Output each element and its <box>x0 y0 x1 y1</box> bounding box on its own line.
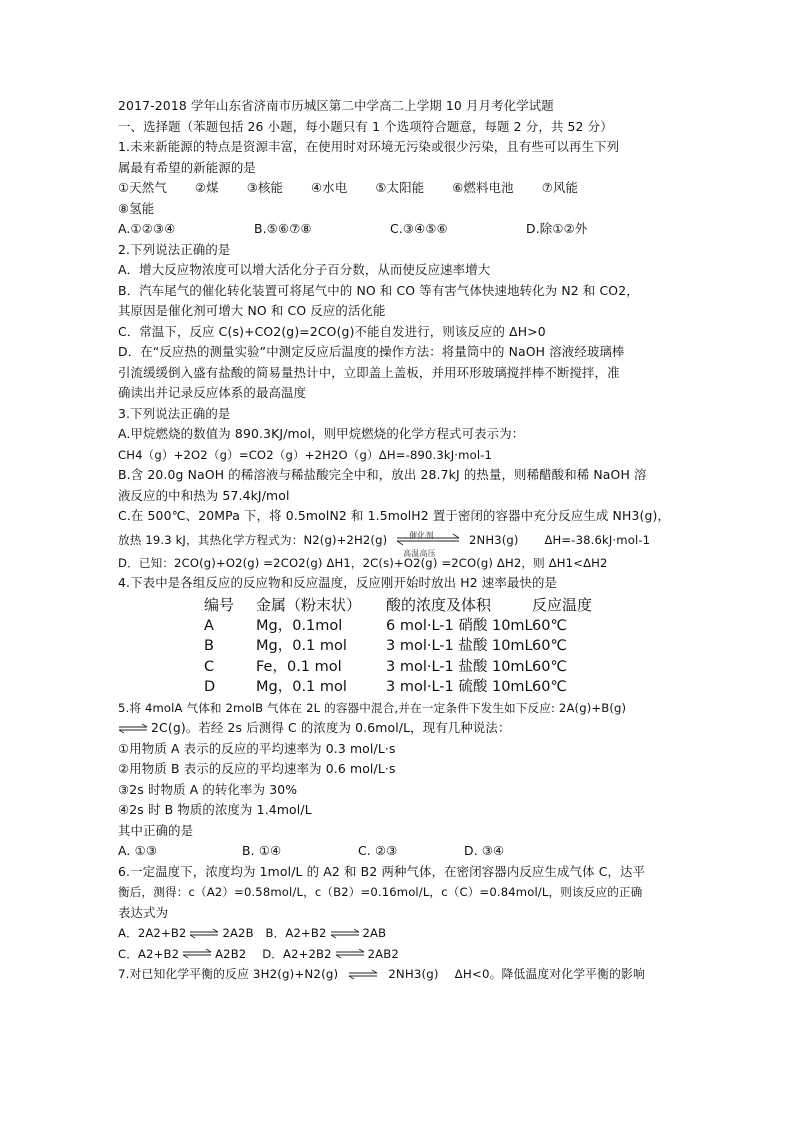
table-row <box>204 677 678 698</box>
q4-stem: 4.下表中是各组反应的反应物和反应温度，反应刚开始时放出 H2 速率最快的是 <box>118 575 558 590</box>
table-cell: Fe，0.1 mol <box>256 658 342 675</box>
q2-option-d-line1: D．在“反应热的测量实验”中测定反应后温度的操作方法：将量筒中的 NaOH 溶液经玻璃棒 <box>118 344 625 359</box>
exam-title: 2017-2018 学年山东省济南市历城区第二中学高二上学期 10 月月考化学试题 <box>118 98 554 113</box>
q2-stem: 2.下列说法正确的是 <box>118 241 231 257</box>
q1-stem-line1: 1.未来新能源的特点是资源丰富，在使用时对环境无污染或很少污染，且有些可以再生下列 <box>118 139 620 154</box>
q1-source: ④水电 <box>311 180 348 195</box>
q4-table <box>204 594 678 698</box>
q1-source: ⑤太阳能 <box>375 180 425 195</box>
q1-source: ①天然气 <box>118 180 167 195</box>
table-cell: 60℃ <box>532 617 567 634</box>
q5-stem-line2 <box>118 718 678 739</box>
q6-option-b-left: B．A2+B2 <box>265 926 327 940</box>
equilibrium-arrow-icon <box>182 948 212 960</box>
table-cell: A <box>204 617 214 634</box>
q7-equation-right: 2NH3(g) <box>388 967 439 981</box>
equilibrium-arrow-icon <box>330 928 360 940</box>
q6-stem-line2: 衡后，测得：c（A2）=0.58mol/L，c（B2）=0.16mol/L，c（C）=0.84mol/L，则该反应的正确 <box>118 885 643 899</box>
q1-source: ⑦风能 <box>541 180 579 195</box>
table-row <box>204 616 678 637</box>
table-header-row <box>204 594 678 616</box>
q5-ask: 其中正确的是 <box>118 822 194 838</box>
table-cell: B <box>204 638 214 654</box>
q2-option-d-line2: 引流缓缓倒入盛有盐酸的简易量热计中，立即盖上盖板，并用环形玻璃搅拌棒不断搅拌，准 <box>118 364 620 380</box>
q5-option-b: B. ①④ <box>242 843 282 858</box>
q5-option-c: C. ②③ <box>358 843 398 858</box>
q6-option-d-left: D．A2+2B2 <box>262 946 332 961</box>
q1-source-list <box>118 178 678 199</box>
q3-option-a-line2: CH4（g）+2O2（g）=CO2（g）+2H2O（g）ΔH=-890.3kJ·mol-1 <box>118 447 493 462</box>
table-cell: 3 mol·L-1 盐酸 10mL <box>386 658 533 675</box>
table-header: 金属（粉末状） <box>256 595 362 614</box>
q1-option-b: B.⑤⑥⑦⑧ <box>254 221 312 236</box>
section-heading: 一、选择题（苯题包括 26 小题，每小题只有 1 个选项符合题意，每题 2 分，共 52 分） <box>118 118 613 134</box>
q2-option-d-line3: 确读出并记录反应体系的最高温度 <box>118 385 307 400</box>
q3-option-b-line2: 液反应的中和热为 57.4kJ/mol <box>118 487 290 503</box>
table-cell: 6 mol·L-1 硝酸 10mL <box>386 617 533 634</box>
q5-statement-3: ③2s 时物质 A 的转化率为 30% <box>118 781 298 797</box>
q5-option-a: A. ①③ <box>118 843 158 858</box>
q6-option-c-left: C．A2+B2 <box>118 946 180 961</box>
table-cell: 3 mol·L-1 盐酸 10mL <box>386 638 533 654</box>
q2-option-b-line1: B．汽车尾气的催化转化装置可将尾气中的 NO 和 CO 等有害气体快速地转化为 N2 和 CO2， <box>118 282 639 298</box>
q7-equation-left: 7.对已知化学平衡的反应 3H2(g)+N2(g) <box>118 967 339 981</box>
q1-options <box>118 219 678 240</box>
q5-stem-text: 2C(g)。若经 2s 后测得 C 的浓度为 0.6mol/L，现有几种说法： <box>151 720 511 735</box>
table-cell: 60℃ <box>532 679 567 695</box>
q6-option-a-left: A．2A2+B2 <box>118 926 187 940</box>
table-cell: 60℃ <box>532 638 567 654</box>
exam-page <box>118 96 678 985</box>
table-row <box>204 657 678 678</box>
q3-option-d: D．已知：2CO(g)+O2(g) =2CO2(g) ΔH1，2C(s)+O2(g) =2CO(g) ΔH2，则 ΔH1<ΔH2 <box>118 555 608 570</box>
q6-option-a-right: 2A2B <box>222 926 254 940</box>
equilibrium-arrow-icon <box>189 928 219 940</box>
table-cell: D <box>204 679 216 695</box>
q3-option-a-line1: A.甲烷燃烧的数值为 890.3KJ/mol，则甲烷燃烧的化学方程式可表示为： <box>118 426 525 441</box>
q5-statement-2: ②用物质 B 表示的反应的平均速率为 0.6 mol/L·s <box>118 761 396 776</box>
q2-option-a: A．增大反应物浓度可以增大活化分子百分数，从而使反应速率增大 <box>118 262 491 277</box>
q6-stem-line3: 表达式为 <box>118 904 169 920</box>
q3-option-c-line1: C.在 500℃、20MPa 下，将 0.5molN2 和 1.5molH2 置于密闭的容器中充分反应生成 NH3(g)， <box>118 508 670 523</box>
q3-option-b-line1: B.含 20.0g NaOH 的稀溶液与稀盐酸完全中和，放出 28.7kJ 的热量，则稀醋酸和稀 NaOH 溶 <box>118 467 647 482</box>
equilibrium-arrow-icon <box>335 948 365 960</box>
q2-option-b-line2: 其原因是催化剂可增大 NO 和 CO 反应的活化能 <box>118 303 386 318</box>
q5-option-d: D. ③④ <box>464 843 505 858</box>
q6-option-d-right: 2AB2 <box>367 946 399 961</box>
q3-c-enthalpy: ΔH=-38.6kJ·mol-1 <box>544 532 651 547</box>
table-cell: Mg，0.1 mol <box>256 638 347 654</box>
q3-c-equation-right: 2NH3(g) <box>468 532 519 547</box>
q6-option-c-right: A2B2 <box>215 946 247 961</box>
table-header: 酸的浓度及体积 <box>386 595 492 614</box>
q5-stem-line1: 5.将 4molA 气体和 2molB 气体在 2L 的容器中混合,并在一定条件下发生如下反应: 2A(g)+B(g) <box>118 700 627 715</box>
q6-option-b-right: 2AB <box>362 926 387 940</box>
q1-option-c: C.③④⑤⑥ <box>390 221 448 236</box>
q1-source: ③核能 <box>246 180 284 195</box>
q7-stem <box>118 964 678 985</box>
q1-source: ②煤 <box>194 180 219 195</box>
table-cell: 3 mol·L-1 硫酸 10mL <box>386 679 533 695</box>
table-cell: C <box>204 658 215 675</box>
table-cell: Mg，0.1mol <box>256 617 343 634</box>
q1-stem-line2: 属最有希望的新能源的是 <box>118 159 256 175</box>
q3-stem: 3.下列说法正确的是 <box>118 405 231 421</box>
q1-option-d: D.除①②外 <box>526 221 588 236</box>
table-cell: 60℃ <box>532 658 567 675</box>
condition-label: 高温高压 <box>403 549 436 558</box>
q7-stem-rest: ΔH<0。降低温度对化学平衡的影响 <box>454 967 645 981</box>
catalyst-equilibrium-arrow <box>395 531 461 558</box>
q2-option-c: C．常温下，反应 C(s)+CO2(g)=2CO(g)不能自发进行，则该反应的 ΔH>0 <box>118 323 546 339</box>
q3-c-equation-left: 放热 19.3 kJ，其热化学方程式为：N2(g)+2H2(g) <box>118 532 388 547</box>
table-row <box>204 636 678 657</box>
q5-statement-1: ①用物质 A 表示的反应的平均速率为 0.3 mol/L·s <box>118 740 396 756</box>
q6-stem-line1: 6.一定温度下，浓度均为 1mol/L 的 A2 和 B2 两种气体，在密闭容器内反应生成气体 C，达平 <box>118 863 646 879</box>
q1-source-8: ⑧氢能 <box>118 200 155 216</box>
table-header: 反应温度 <box>532 595 593 614</box>
q1-option-a: A.①②③④ <box>118 221 176 236</box>
catalyst-label: 催化剂 <box>409 531 434 540</box>
table-cell: Mg，0.1 mol <box>256 679 347 695</box>
q5-options <box>118 841 678 862</box>
q6-options-cd <box>118 944 678 965</box>
equilibrium-arrow-icon <box>348 969 378 981</box>
table-header: 编号 <box>204 595 235 614</box>
q3-option-c-line2 <box>118 527 678 558</box>
q5-statement-4: ④2s 时 B 物质的浓度为 1.4mol/L <box>118 802 312 817</box>
q1-source: ⑥燃料电池 <box>452 180 514 195</box>
q6-options-ab <box>118 923 678 944</box>
equilibrium-arrow-icon <box>118 723 148 735</box>
